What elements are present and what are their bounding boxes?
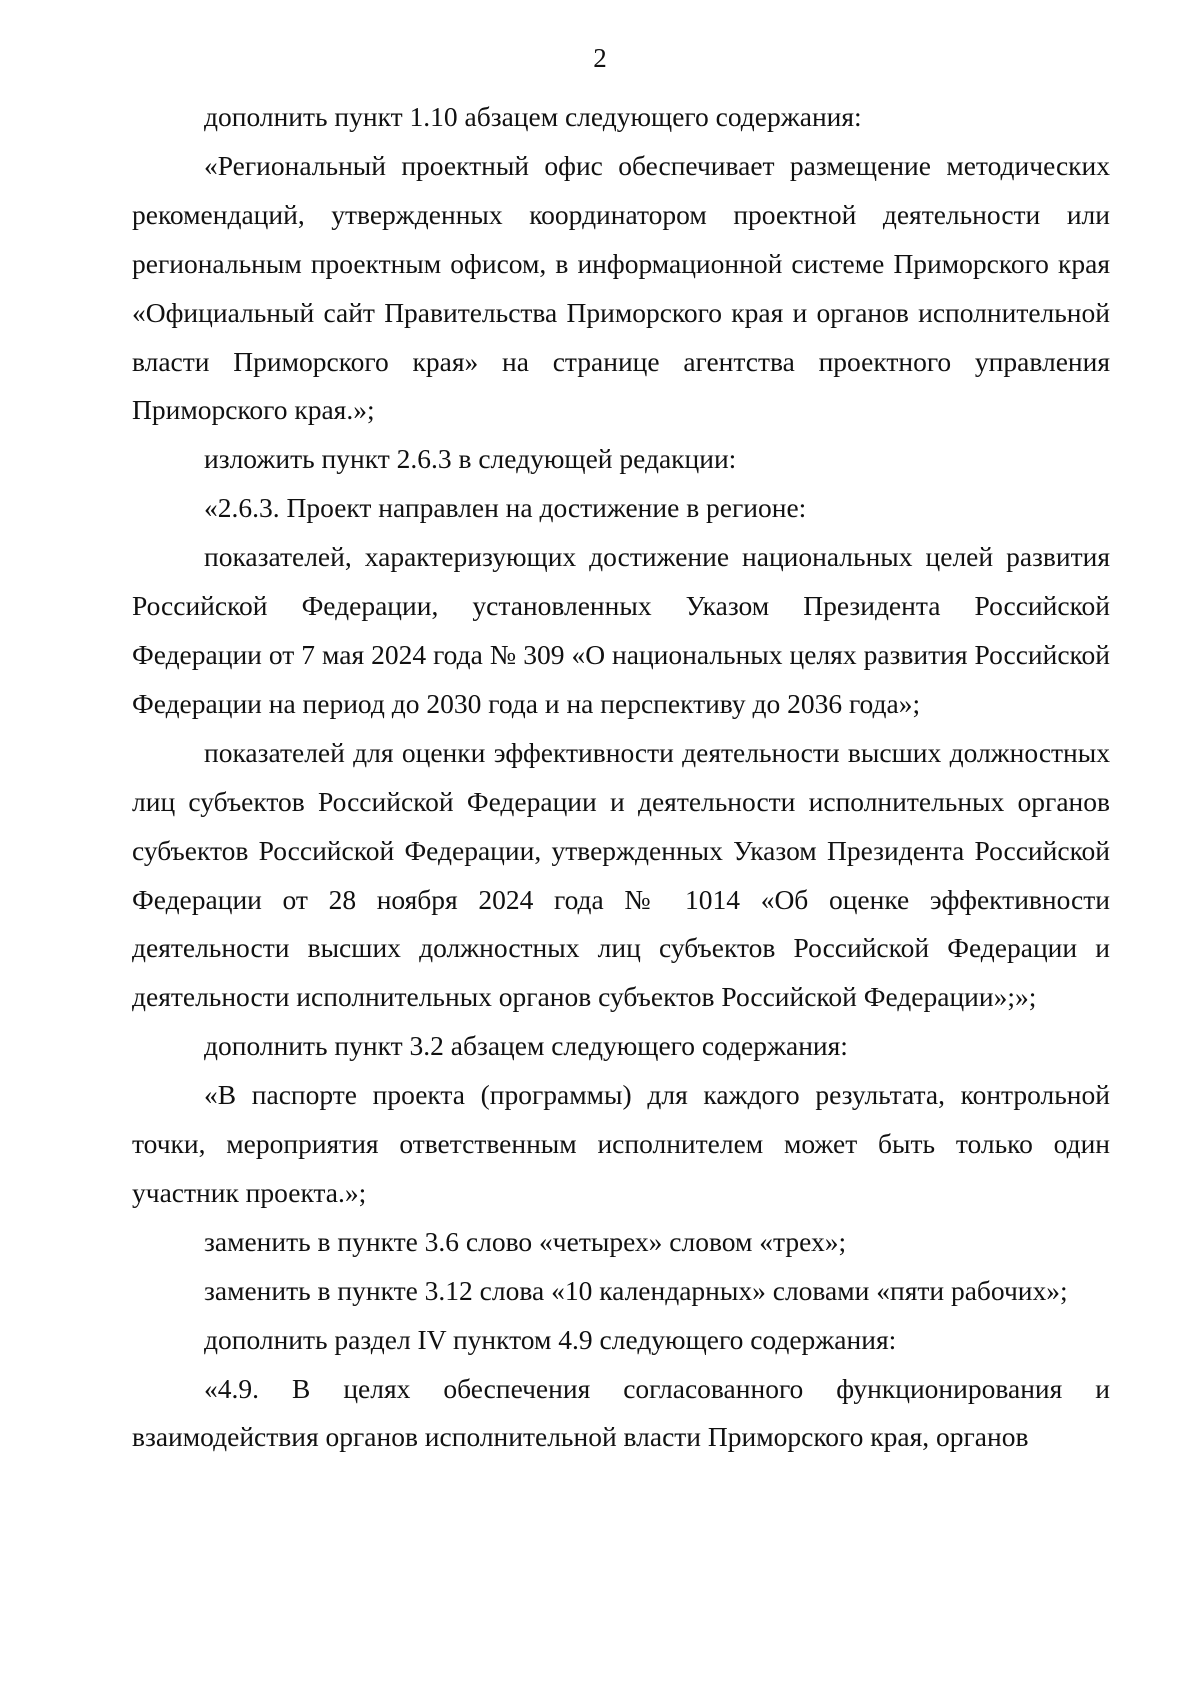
paragraph: «4.9. В целях обеспечения согласованного функционирования и взаимодействия органов исполнительной власти Приморского края, органов	[132, 1372, 1110, 1453]
paragraph: «Региональный проектный офис обеспечивает размещение методических рекомендаций, утвержденных координатором проектной деятельности или региональным проектным офисом, в информационной системе Приморского края «Официальный сайт Правительства Приморского края и органов исполнительной власти Приморского края» на странице агентства проектного управления Приморского края.»;	[132, 149, 1110, 426]
paragraph: заменить в пункте 3.12 слова «10 календарных» словами «пяти рабочих»;	[204, 1274, 1068, 1306]
paragraph: «2.6.3. Проект направлен на достижение в регионе:	[204, 492, 807, 524]
paragraph: показателей, характеризующих достижение национальных целей развития Российской Федерации, установленных Указом Президента Российской Федерации от 7 мая 2024 года № 309 «О национальных целях развития Российской Федерации на период до 2030 года и на перспективу до 2036 года»;	[132, 541, 1110, 719]
paragraph: дополнить пункт 3.2 абзацем следующего содержания:	[204, 1030, 848, 1062]
document-body	[132, 93, 1110, 1462]
paragraph: изложить пункт 2.6.3 в следующей редакции:	[204, 443, 737, 475]
page-number: 2	[593, 43, 607, 73]
paragraph: дополнить раздел IV пунктом 4.9 следующего содержания:	[204, 1323, 897, 1355]
paragraph: «В паспорте проекта (программы) для каждого результата, контрольной точки, мероприятия ответственным исполнителем может быть только один участник проекта.»;	[132, 1079, 1110, 1208]
paragraph: показателей для оценки эффективности деятельности высших должностных лиц субъектов Российской Федерации и деятельности исполнительных органов субъектов Российской Федерации, утвержденных Указом Президента Российской Федерации от 28 ноября 2024 года № 1014 «Об оценке эффективности деятельности высших должностных лиц субъектов Российской Федерации и деятельности исполнительных органов субъектов Российской Федерации»;»;	[132, 736, 1110, 1013]
paragraph: дополнить пункт 1.10 абзацем следующего содержания:	[204, 101, 862, 132]
paragraph: заменить в пункте 3.6 слово «четырех» словом «трех»;	[204, 1225, 847, 1257]
